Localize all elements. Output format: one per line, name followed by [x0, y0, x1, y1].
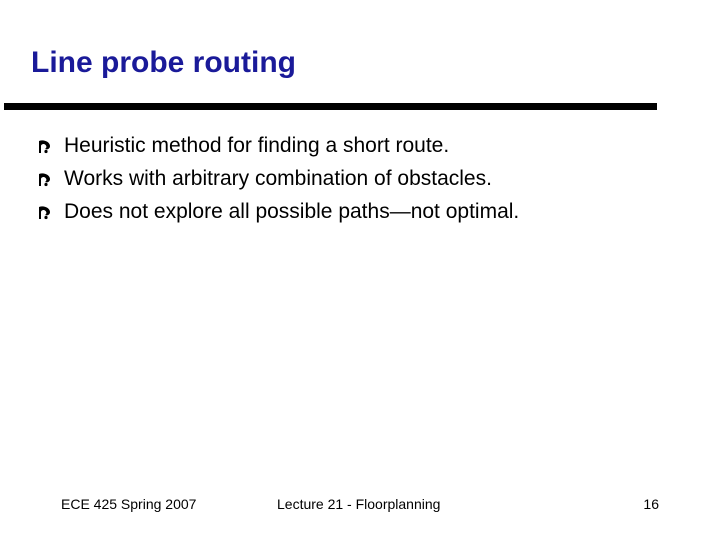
- bullet-text: Heuristic method for finding a short route.: [64, 134, 450, 157]
- footer-lecture: Lecture 21 - Floorplanning: [277, 496, 441, 512]
- bullet-text: Does not explore all possible paths—not optimal.: [64, 200, 520, 223]
- fleuron-bullet-icon: [38, 140, 51, 154]
- fleuron-bullet-icon: [38, 206, 51, 220]
- title-divider: [4, 103, 657, 110]
- bullet-text: Works with arbitrary combination of obstacles.: [64, 167, 492, 190]
- footer-course: ECE 425 Spring 2007: [61, 496, 197, 512]
- footer-page-number: 16: [643, 496, 659, 512]
- fleuron-bullet-icon: [38, 173, 51, 187]
- slide-title: Line probe routing: [31, 46, 296, 79]
